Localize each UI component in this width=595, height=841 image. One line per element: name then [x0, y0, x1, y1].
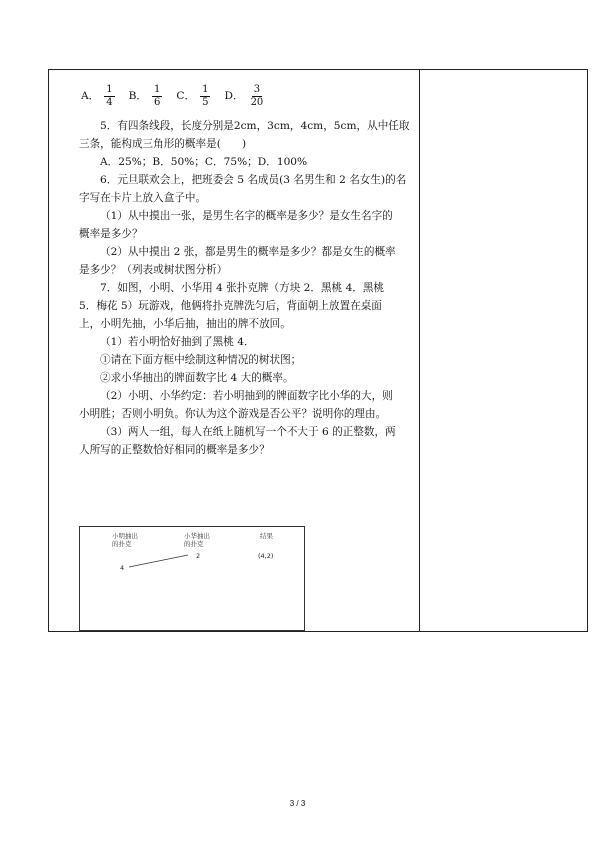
- diagram-node-2: 2: [196, 552, 201, 560]
- q4-option-c: C． $\frac{1}{5}$: [176, 83, 209, 108]
- q4-options: [79, 78, 419, 114]
- q4-option-b: B． $\frac{1}{6}$: [128, 83, 161, 108]
- diagram-result: (4,2): [258, 552, 274, 560]
- q7-part1: （1）若小明恰好抽到了黑桃 4．: [100, 336, 255, 348]
- q5-options: A．25%；B．50%；C．75%；D．100%: [100, 156, 308, 168]
- diagram-node-4: 4: [120, 564, 125, 572]
- q4-option-d: D． $\frac{3}{20}$: [224, 83, 264, 108]
- fraction: $\frac{1}{4}$: [106, 83, 113, 108]
- q7-part3-line-2: 人所写的正整数恰好相同的概率是多少？: [79, 444, 270, 456]
- q7-part1-b: ②求小华抽出的牌面数字比 4 大的概率。: [100, 372, 294, 384]
- q5-line-2: 三条，能构成三角形的概率是( ): [79, 138, 247, 150]
- fraction: $\frac{1}{5}$: [202, 83, 209, 108]
- q7-part2-line-1: （2）小明、小华约定：若小明抽到的牌面数字比小华的大，则: [100, 390, 393, 402]
- q7-part2-line-2: 小明胜；否则小明负。你认为这个游戏是否公平？说明你的理由。: [79, 408, 387, 420]
- fraction: $\frac{1}{6}$: [154, 83, 161, 108]
- worksheet-table: [48, 69, 588, 632]
- diagram-col1-header: 小明抽出 的扑克: [112, 532, 138, 548]
- q4-option-a: A． $\frac{1}{4}$: [81, 83, 113, 108]
- column-divider: [419, 70, 420, 631]
- diagram-col2-header: 小华抽出 的扑克: [184, 532, 210, 548]
- diagram-branch-lines: [80, 527, 306, 632]
- page-number: 3 / 3: [289, 799, 306, 808]
- tree-diagram-box: [79, 526, 305, 631]
- q6-part1-line-1: （1）从中摸出一张，是男生名字的概率是多少？是女生名字的: [100, 210, 393, 222]
- q6-part1-line-2: 概率是多少？: [79, 228, 143, 240]
- diagram-col3-header: 结果: [260, 532, 273, 540]
- q7-line-2: 5．梅花 5）玩游戏，他俩将扑克牌洗匀后，背面朝上放置在桌面: [79, 300, 382, 312]
- q7-line-1: 7．如图，小明、小华用 4 张扑克牌（方块 2．黑桃 4．黑桃: [100, 282, 385, 294]
- question-content: [79, 78, 419, 459]
- q6-line-1: 6．元旦联欢会上，把班委会 5 名成员(3 名男生和 2 名女生)的名: [100, 174, 407, 186]
- q7-part1-a: ①请在下面方框中绘制这种情况的树状图；: [100, 354, 302, 366]
- q6-part2-line-2: 是多少？（列表或树状图分析）: [79, 264, 228, 276]
- branch-line: [129, 555, 188, 567]
- q7-part3-line-1: （3）两人一组，每人在纸上随机写一个不大于 6 的正整数，两: [100, 426, 396, 438]
- q6-part2-line-1: （2）从中摸出 2 张，都是男生的概率是多少？都是女生的概率: [100, 246, 396, 258]
- q5-line-1: 5．有四条线段，长度分别是2cm，3cm，4cm，5cm，从中任取: [100, 120, 410, 132]
- fraction: $\frac{3}{20}$: [250, 83, 264, 108]
- q6-line-2: 字写在卡片上放入盒子中。: [79, 192, 207, 204]
- q7-line-3: 上，小明先抽，小华后抽，抽出的牌不放回。: [79, 318, 291, 330]
